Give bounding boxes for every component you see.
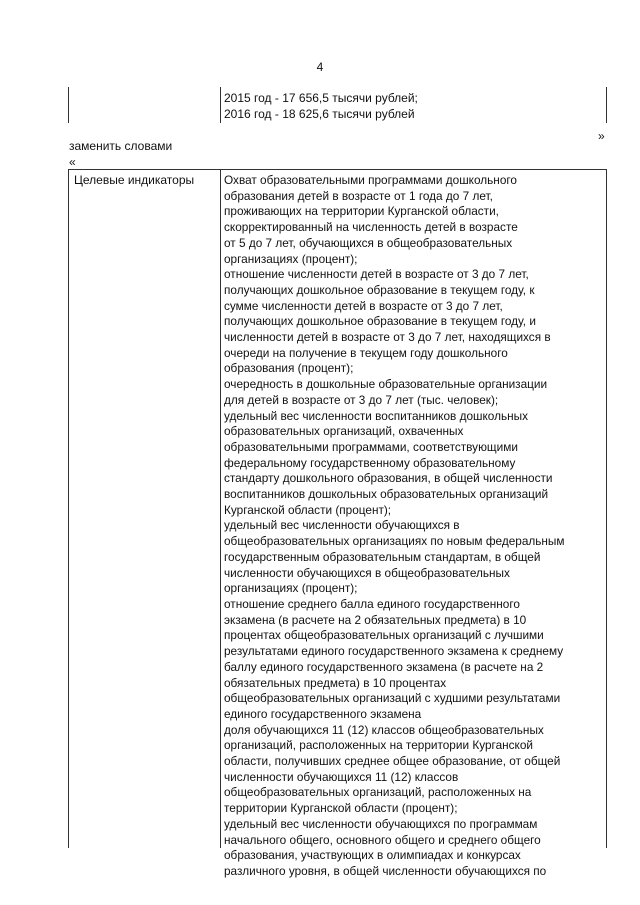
- column-divider: [220, 87, 221, 123]
- page-number: 4: [316, 60, 324, 74]
- budget-line-2016: 2016 год - 18 625,6 тысячи рублей: [224, 107, 415, 121]
- previous-funding-table: [68, 87, 607, 123]
- closing-quote: »: [598, 129, 605, 143]
- opening-quote: «: [69, 155, 76, 169]
- indicators-text: Охват образовательными программами дошкольного образования детей в возрасте от 1 года до 7 лет, проживающих на территории Курганской области, скорректированный на численность детей в возрасте от 5 до 7 лет, обучающихся в общеобразовательных организациях (процент); отношение численности детей в возрасте от 3 до 7 лет, получающих дошкольное образование в текущем году, к сумме численности детей в возрасте от 3 до 7 лет, получающих дошкольное образование в текущем году, и численности детей в возрасте от 3 до 7 лет, находящихся в очереди на получение в текущем году дошкольного образования (процент); очередность в дошкольные образовательные организации для детей в возрасте от 3 до 7 лет (тыс. человек); удельный вес численности воспитанников дошкольных образовательных организаций, охваченных образовательными программами, соответствующими федеральному государственному образовательному стандарту дошкольного образования, в общей численности воспитанников дошкольных образовательных организаций Курганской области (процент); удельный вес численности обучающихся в общеобразовательных организациях по новым федеральным государственным образовательным стандартам, в общей численности обучающихся в общеобразовательных организациях (процент); отношение среднего балла единого государственного экзамена (в расчете на 2 обязательных предмета) в 10 процентах общеобразовательных организаций с лучшими результатами единого государственного экзамена к среднему баллу единого государственного экзамена (в расчете на 2 обязательных предмета) в 10 процентах общеобразовательных организаций с худшими результатами единого государственного экзамена доля обучающихся 11 (12) классов общеобразовательных организаций, расположенных на территории Курганской области, получивших среднее общее образование, от общей численности обучающихся 11 (12) классов общеобразовательных организаций, расположенных на территории Курганской области (процент); удельный вес численности обучающихся по программам начального общего, основного общего и среднего общего образования, участвующих в олимпиадах и конкурсах различного уровня, в общей численности обучающихся по: [224, 173, 565, 878]
- budget-line-2015: 2015 год - 17 656,5 тысячи рублей;: [224, 91, 418, 105]
- replace-words-text: заменить словами: [69, 139, 173, 153]
- indicators-table: [68, 169, 607, 878]
- indicators-label: Целевые индикаторы: [74, 173, 195, 187]
- column-divider: [220, 170, 221, 848]
